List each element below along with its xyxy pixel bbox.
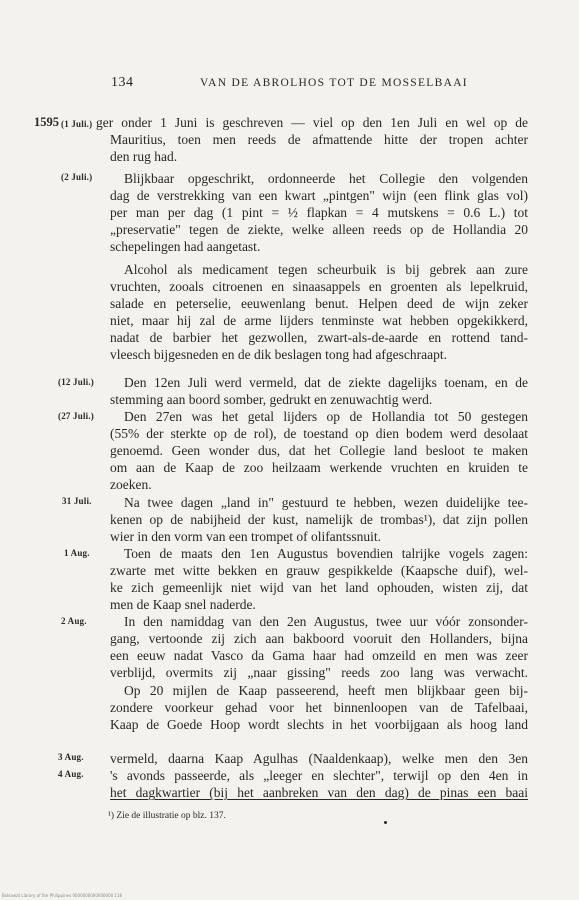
text-line: „preservatie" tegen de ziekte, welke alleen reeds op de Hollandia 20 — [110, 222, 528, 237]
text-line: om aan de Kaap de zoo heilzaam werkende vruchten en kruiden te — [110, 460, 528, 475]
footnote: ¹) Zie de illustratie op blz. 137. — [108, 811, 226, 821]
text-line: 's avonds passeerde, als „leeger en slechter", terwijl op den 4en in — [110, 768, 528, 783]
margin-note-4-aug: 4 Aug. — [58, 769, 84, 779]
text-line: schepelingen had aangetast. — [110, 239, 261, 254]
text-line: nadat de barbier het gezwollen, zwart-als-de-aarde en rottend tand- — [110, 330, 528, 345]
text-line: zoeken. — [110, 477, 152, 492]
text-line: Blijkbaar opgeschrikt, ordonneerde het Collegie den volgenden — [124, 171, 528, 186]
text-line: verblijd, overmits zij „naar gissing" reeds zoo lang was verwacht. — [110, 665, 528, 680]
margin-note-27-juli: (27 Juli.) — [58, 411, 95, 421]
text-line: men de Kaap snel naderde. — [110, 597, 256, 612]
text-line: Alcohol als medicament tegen scheurbuik is bij gebrek aan zure — [124, 262, 528, 277]
text-line: ke zich gemeenlijk niet wijd van het land ophouden, wisten zij, dat — [110, 580, 528, 595]
text-line: niet, maar hij zal de arme lijders tenminste wat hebben opgekikkerd, — [110, 313, 528, 328]
text-line: stemming aan boord somber, gedrukt en zenuwachtig werd. — [110, 392, 433, 407]
text-line: vermeld, daarna Kaap Agulhas (Naaldenkaap), welke men den 3en — [110, 751, 528, 766]
text-line: gang, vertoonde zij zich aan bakboord vooruit den Hollanders, bijna — [110, 631, 528, 646]
text-line: het dagkwartier (bij het aanbreken van den dag) de pinas een baai — [110, 785, 528, 800]
margin-note-1-juli: (1 Juli.) — [61, 119, 93, 129]
text-line: zondere voorkeur gehad voor het binnenloopen van de Tafelbaai, — [110, 700, 528, 715]
margin-note-3-aug: 3 Aug. — [58, 752, 84, 762]
text-line: per man per dag (1 pint = ½ flapkan = 4 mutskens = 0.6 L.) tot — [110, 205, 528, 220]
text-line: Op 20 mijlen de Kaap passeerend, heeft men blijkbaar geen bij- — [124, 683, 528, 698]
text-line: vleesch bijgesneden en de dik beslagen tong had afgeschraapt. — [110, 347, 447, 362]
margin-note-2-aug: 2 Aug. — [61, 616, 87, 626]
margin-note-1-aug: 1 Aug. — [64, 548, 90, 558]
text-line: Mauritius, toen men reeds de afmattende hitte der tropen achter — [110, 132, 528, 147]
digitization-note: Bolsawat Library of the Philippines 0000000000000000 118 — [2, 893, 123, 898]
text-line: zwarte met witte bekken en grauw gespikkelde (Kaapsche duif), wel- — [110, 563, 528, 578]
text-line: Na twee dagen „land in" gestuurd te hebben, wezen duidelijke tee- — [124, 495, 528, 510]
text-line: salade en peterselie, eeuwenlang benut. Helpen deed de wijn zeker — [110, 296, 528, 311]
text-line: kenen op de nabijheid der kust, namelijk de trombas¹), dat zijn pollen — [110, 512, 528, 527]
margin-note-31-juli: 31 Juli. — [62, 496, 92, 506]
text-line: den rug had. — [110, 149, 178, 164]
text-line: dag de verstrekking van een kwart „pintgen" wijn (een flink glas vol) — [110, 188, 528, 203]
text-line: ger onder 1 Juni is geschreven — viel op den 1en Juli en wel op de — [96, 115, 528, 130]
text-line: Kaap de Goede Hoop wordt slechts in het voorbijgaan als hoog land — [110, 717, 528, 732]
margin-year: 1595 — [34, 115, 59, 129]
page-number: 134 — [111, 75, 134, 90]
text-line: genoemd. Geen wonder dus, dat het Collegie land besloot te maken — [110, 443, 528, 458]
running-head: VAN DE ABROLHOS TOT DE MOSSELBAAI — [200, 77, 468, 89]
margin-note-2-juli: (2 Juli.) — [61, 172, 93, 182]
text-line: vruchten, zooals citroenen en sinaasappels en groenten als lepelkruid, — [110, 279, 528, 294]
text-line: Den 27en was het getal lijders op de Hollandia tot 50 gestegen — [124, 409, 528, 424]
margin-note-12-juli: (12 Juli.) — [58, 377, 95, 387]
text-line: In den namiddag van den 2en Augustus, twee uur vóór zonsonder- — [124, 614, 528, 629]
text-line: Toen de maats den 1en Augustus bovendien talrijke vogels zagen: — [124, 546, 528, 561]
text-line: (55% der sterkte op de rol), de toestand op dien bodem werd desolaat — [110, 426, 528, 441]
print-speck — [384, 821, 387, 824]
text-line: wier in den vorm van een trompet of olifantssnuit. — [110, 529, 382, 544]
text-line: Den 12en Juli werd vermeld, dat de ziekte dagelijks toenam, en de — [124, 375, 528, 390]
text-line: een eeuw nadat Vasco da Gama haar had omzeild en men was zeer — [110, 648, 528, 663]
